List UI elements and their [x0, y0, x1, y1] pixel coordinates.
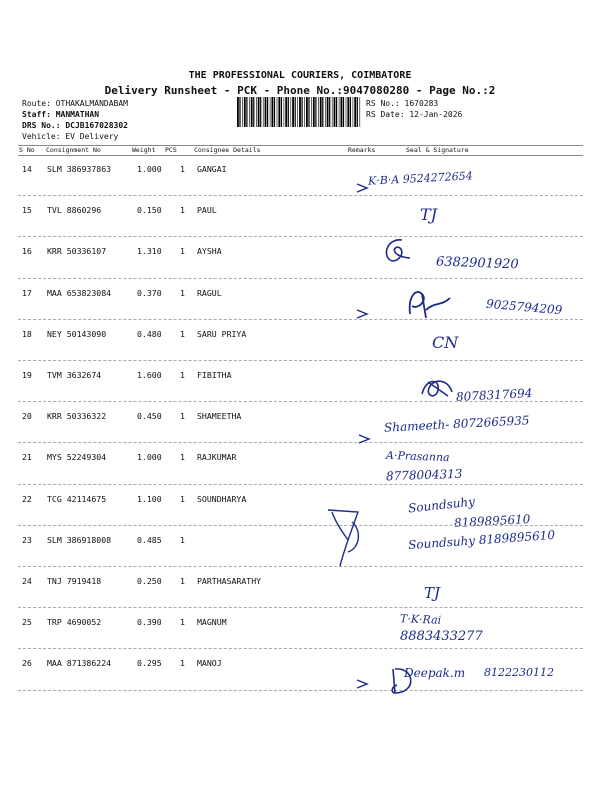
row-handwritten-signature: 9025794209: [485, 296, 563, 317]
row-weight: 0.250: [137, 576, 162, 586]
row-weight: 0.150: [137, 205, 162, 216]
col-sno: S No: [19, 146, 35, 154]
row-handwritten-signature: Soundsuhy: [407, 494, 476, 516]
row-weight: 0.485: [137, 534, 162, 545]
row-consignee: MANOJ: [197, 658, 222, 669]
row-sno: 16: [22, 246, 32, 257]
row-divider: [18, 648, 583, 649]
row-handwritten-signature: TJ: [424, 584, 441, 602]
row-divider: [18, 607, 583, 608]
row-consignment-no: SLM 386918008: [47, 534, 112, 545]
row-divider: [18, 236, 583, 237]
row-pcs: 1: [180, 411, 185, 422]
row-pcs: 1: [180, 658, 185, 669]
drs-number: DRS No.: DCJB167028302: [22, 121, 128, 130]
row-sno: 20: [22, 411, 32, 422]
row-divider: [18, 360, 583, 361]
row-weight: 1.310: [137, 246, 162, 257]
row-consignment-no: NEY 50143090: [47, 328, 107, 339]
row-handwritten-signature: 8883433277: [400, 629, 483, 645]
row-handwritten-signature: A·Prasanna: [385, 449, 450, 465]
row-consignment-no: TRP 4690052: [47, 617, 102, 628]
row-consignee: AYSHA: [197, 246, 222, 257]
rs-date: RS Date: 12-Jan-2026: [366, 110, 463, 119]
row-consignment-no: TNJ 7919418: [47, 576, 102, 586]
signature-scribble-16: [380, 232, 420, 272]
row-pcs: 1: [180, 493, 185, 504]
row-consignee: FIBITHA: [197, 370, 232, 380]
row-divider: [18, 484, 583, 485]
arrow-mark-26: [355, 676, 385, 690]
signature-scribble-26: [387, 663, 427, 699]
row-handwritten-signature: Deepak.m: [404, 666, 466, 681]
row-consignment-no: MAA 653823084: [47, 287, 112, 298]
row-weight: 1.100: [137, 493, 162, 504]
row-handwritten-signature: K·B·A 9524272654: [367, 169, 474, 188]
runsheet-title: Delivery Runsheet - PCK - Phone No.:9047080280 - Page No.:2: [104, 84, 496, 97]
row-sno: 23: [22, 534, 32, 545]
header-top-rule: [18, 145, 583, 146]
col-consignee: Consignee Details: [194, 146, 261, 154]
row-divider: [18, 195, 583, 196]
col-weight: Weight: [132, 146, 156, 154]
row-consignee: SARU PRIYA: [197, 328, 247, 339]
row-handwritten-signature: T·K·Rai: [399, 612, 442, 627]
row-consignee: RAGUL: [197, 287, 222, 298]
row-consignee: SOUNDHARYA: [197, 493, 247, 504]
row-handwritten-signature: 8189895610: [453, 511, 531, 530]
row-weight: 1.600: [137, 370, 162, 380]
row-consignment-no: KRR 50336322: [47, 411, 107, 422]
row-pcs: 1: [180, 328, 185, 339]
row-divider: [18, 566, 583, 567]
signature-scribble-17: [404, 284, 454, 324]
row-pcs: 1: [180, 164, 185, 174]
row-sno: 24: [22, 576, 32, 586]
row-weight: 1.000: [137, 452, 162, 463]
arrow-mark-20: [357, 431, 387, 445]
row-sno: 25: [22, 617, 32, 628]
row-consignment-no: MYS 52249304: [47, 452, 107, 463]
row-pcs: 1: [180, 287, 185, 298]
rs-number: RS No.: 1670283: [366, 99, 439, 108]
row-weight: 0.390: [137, 617, 162, 628]
row-weight: 0.295: [137, 658, 162, 669]
col-remarks: Remarks: [348, 146, 376, 154]
route: Route: OTHAKALMANDABAM: [22, 99, 128, 108]
row-pcs: 1: [180, 246, 185, 257]
row-consignee: PAUL: [197, 205, 217, 216]
row-weight: 0.480: [137, 328, 162, 339]
row-consignment-no: KRR 50336107: [47, 246, 107, 257]
row-sno: 15: [22, 205, 32, 216]
row-handwritten-signature: TJ: [420, 205, 438, 225]
company-name: THE PROFESSIONAL COURIERS, COIMBATORE: [188, 70, 412, 81]
row-consignment-no: TVL 8860296: [47, 205, 102, 216]
vehicle: Vehicle: EV Delivery: [22, 132, 119, 141]
row-divider: [18, 278, 583, 279]
row-divider: [18, 525, 583, 526]
col-pcs: PCS: [165, 146, 177, 154]
arrow-mark-17: [355, 306, 385, 320]
header-bottom-rule: [18, 155, 583, 156]
row-consignment-no: SLM 386937863: [47, 164, 112, 174]
barcode: [237, 97, 362, 127]
row-handwritten-signature: 8122230112: [484, 666, 554, 680]
row-pcs: 1: [180, 617, 185, 628]
row-consignee: PARTHASARATHY: [197, 576, 262, 586]
row-handwritten-signature: 8778004313: [385, 467, 463, 484]
row-consignee: RAJKUMAR: [197, 452, 237, 463]
col-seal-signature: Seal & Signature: [406, 146, 469, 154]
row-pcs: 1: [180, 205, 185, 216]
row-sno: 21: [22, 452, 32, 463]
row-pcs: 1: [180, 534, 185, 545]
row-handwritten-signature: CN: [432, 332, 459, 352]
row-sno: 26: [22, 658, 32, 669]
row-consignment-no: TCG 42114675: [47, 493, 107, 504]
row-divider: [18, 401, 583, 402]
row-consignee: GANGAI: [197, 164, 227, 174]
signature-scribble-19: [418, 374, 458, 404]
row-weight: 0.370: [137, 287, 162, 298]
row-consignment-no: MAA 871386224: [47, 658, 112, 669]
col-consignment: Consignment No: [46, 146, 101, 154]
row-sno: 22: [22, 493, 32, 504]
row-handwritten-signature: 6382901920: [435, 254, 519, 273]
row-consignment-no: TVM 3632674: [47, 370, 102, 380]
row-sno: 19: [22, 370, 32, 380]
row-divider: [18, 442, 583, 443]
row-pcs: 1: [180, 370, 185, 380]
row-pcs: 1: [180, 452, 185, 463]
row-divider: [18, 319, 583, 320]
row-sno: 14: [22, 164, 32, 174]
signature-scribble-22: [318, 500, 368, 570]
row-handwritten-signature: 8078317694: [455, 386, 533, 404]
row-handwritten-signature: Soundsuhy 8189895610: [407, 527, 556, 552]
staff: Staff: MANMATHAN: [22, 110, 100, 119]
row-sno: 18: [22, 328, 32, 339]
row-pcs: 1: [180, 576, 185, 586]
row-weight: 1.000: [137, 164, 162, 174]
row-sno: 17: [22, 287, 32, 298]
arrow-mark-14: [355, 180, 385, 194]
row-consignee: MAGNUM: [197, 617, 227, 628]
row-divider: [18, 690, 583, 691]
row-consignee: SHAMEETHA: [197, 411, 242, 422]
row-weight: 0.450: [137, 411, 162, 422]
row-handwritten-signature: Shameeth- 8072665935: [383, 413, 530, 435]
